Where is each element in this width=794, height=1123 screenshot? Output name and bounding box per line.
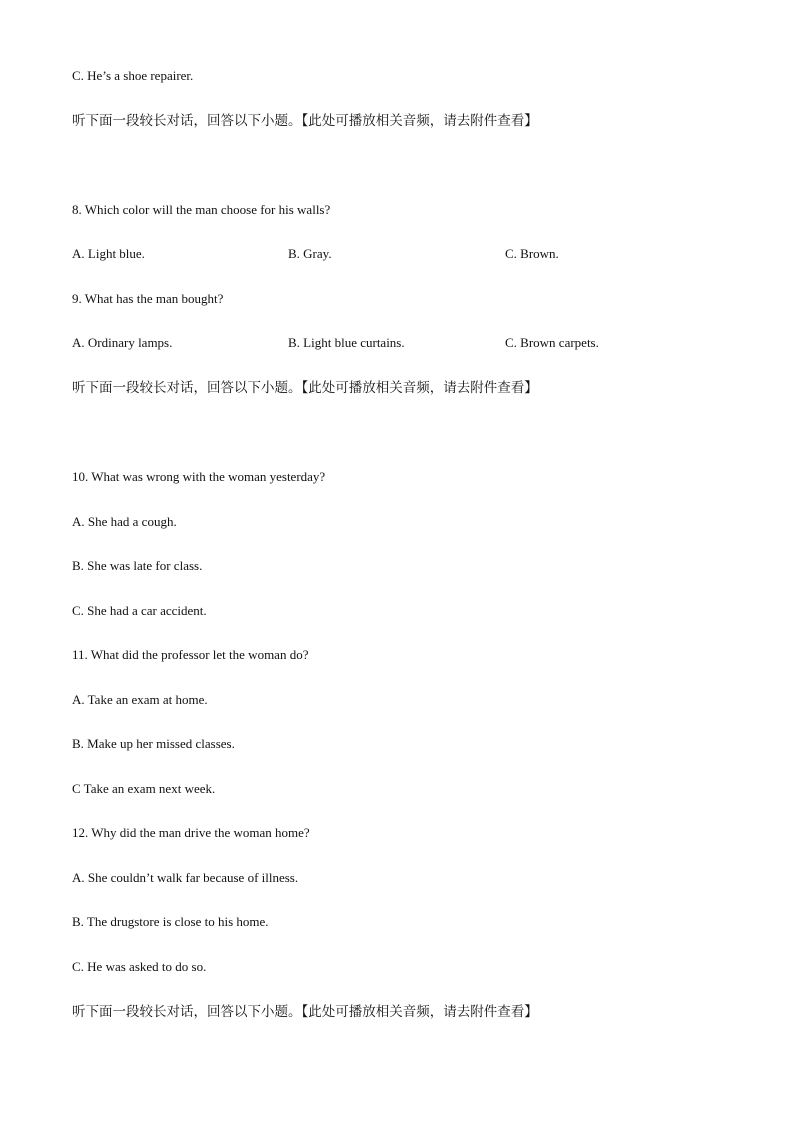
listening-instruction: 听下面一段较长对话，回答以下小题。【此处可播放相关音频，请去附件查看】 <box>72 1004 538 1020</box>
q9-option-c: C. Brown carpets. <box>505 335 599 350</box>
q10-option-c: C. She had a car accident. <box>72 603 207 618</box>
q10-option-a: A. She had a cough. <box>72 514 177 529</box>
q9-option-a: A. Ordinary lamps. <box>72 335 173 350</box>
answer-option-c-q7: C. He’s a shoe repairer. <box>72 68 194 83</box>
q12-option-a: A. She couldn’t walk far because of illness. <box>72 870 299 885</box>
question-11: 11. What did the professor let the woman do? <box>72 647 309 662</box>
question-9: 9. What has the man bought? <box>72 291 224 306</box>
q11-option-b: B. Make up her missed classes. <box>72 736 235 751</box>
listening-instruction: 听下面一段较长对话，回答以下小题。【此处可播放相关音频，请去附件查看】 <box>72 380 538 396</box>
question-8: 8. Which color will the man choose for his walls? <box>72 202 331 217</box>
q9-option-b: B. Light blue curtains. <box>288 335 405 350</box>
q8-option-b: B. Gray. <box>288 246 332 261</box>
question-10: 10. What was wrong with the woman yesterday? <box>72 469 326 484</box>
q11-option-c: C Take an exam next week. <box>72 781 216 796</box>
q12-option-b: B. The drugstore is close to his home. <box>72 914 269 929</box>
q8-option-c: C. Brown. <box>505 246 559 261</box>
q8-option-a: A. Light blue. <box>72 246 145 261</box>
question-12: 12. Why did the man drive the woman home? <box>72 825 310 840</box>
q11-option-a: A. Take an exam at home. <box>72 692 208 707</box>
q12-option-c: C. He was asked to do so. <box>72 959 207 974</box>
listening-instruction: 听下面一段较长对话，回答以下小题。【此处可播放相关音频，请去附件查看】 <box>72 113 538 129</box>
q10-option-b: B. She was late for class. <box>72 558 203 573</box>
